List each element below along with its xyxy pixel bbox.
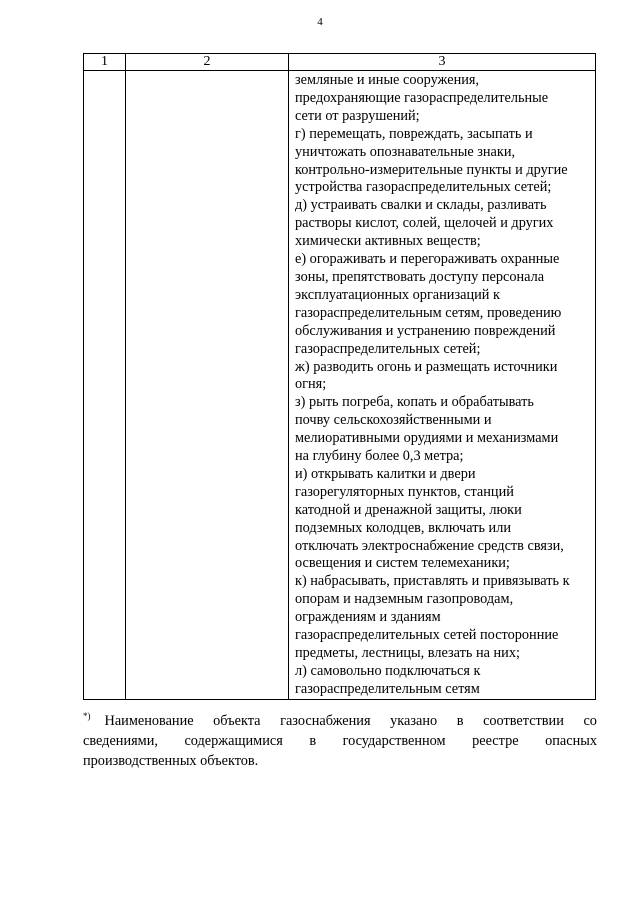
body-cell-col-3 [289, 71, 596, 700]
footnote-word: в [309, 733, 317, 749]
list-item-line: газорегуляторных пунктов, станций [295, 483, 514, 500]
footnote-line-2 [83, 731, 597, 751]
footnote-word: Наименование [104, 713, 194, 729]
list-item-line: г) перемещать, повреждать, засыпать и [295, 125, 533, 142]
body-cell-col-2 [126, 71, 289, 700]
footnote-line-3 [83, 751, 597, 771]
footnote-word: в [456, 713, 464, 729]
header-col-3: 3 [289, 54, 596, 71]
footnote-line-1 [83, 711, 597, 731]
list-item-line: предохраняющие газораспределительные [295, 89, 549, 106]
prohibited-actions-list [289, 71, 595, 699]
list-item-line: химически активных веществ; [295, 233, 481, 250]
list-item-line: земляные и иные сооружения, [295, 72, 480, 88]
list-item-line: газораспределительных сетей посторонние [295, 627, 559, 644]
list-item-line: д) устраивать свалки и склады, разливать [295, 197, 547, 214]
footnote-start [83, 711, 194, 731]
list-item-line: з) рыть погреба, копать и обрабатывать [295, 394, 534, 411]
header-col-2: 2 [126, 54, 289, 71]
footnote-word: сведениями, [83, 733, 158, 749]
footnote [83, 711, 597, 771]
list-item-line: эксплуатационных организаций к [295, 286, 500, 303]
footnote-word: государственном [342, 733, 446, 749]
list-item-line: сети от разрушений; [295, 107, 420, 124]
list-item-line: освещения и систем телемеханики; [295, 555, 510, 572]
list-item-line: к) набрасывать, приставлять и привязывать к [295, 573, 570, 590]
footnote-word: опасных [545, 733, 597, 749]
footnote-text-end: производственных объектов. [83, 753, 259, 769]
table-body-row [84, 71, 596, 700]
document-table [83, 53, 596, 700]
list-item-line: предметы, лестницы, влезать на них; [295, 645, 520, 661]
list-item-line: газораспределительным сетям [295, 680, 480, 697]
list-item-line: газораспределительных сетей; [295, 340, 481, 357]
body-cell-col-1 [84, 71, 126, 700]
footnote-word: реестре [472, 733, 519, 749]
list-item-line: отключать электроснабжение средств связи, [295, 537, 564, 554]
footnote-word: соответствии [483, 713, 564, 729]
list-item-line: и) открывать калитки и двери [295, 465, 476, 482]
footnote-word: указано [390, 713, 438, 729]
list-item-line: почву сельскохозяйственными и [295, 412, 492, 429]
list-item-line: л) самовольно подключаться к [295, 662, 481, 679]
list-item-line: обслуживания и устранению повреждений [295, 322, 556, 339]
footnote-word: объекта [213, 713, 261, 729]
list-item-line: ограждениям и зданиям [295, 609, 441, 626]
footnote-word: газоснабжения [280, 713, 371, 729]
list-item-line: опорам и надземным газопроводам, [295, 591, 514, 608]
list-item-line: растворы кислот, солей, щелочей и других [295, 215, 554, 232]
list-item-line: газораспределительным сетям, проведению [295, 304, 562, 321]
list-item-line: мелиоративными орудиями и механизмами [295, 430, 559, 447]
list-item-line: на глубину более 0,3 метра; [295, 448, 464, 465]
list-item-line: огня; [295, 376, 327, 393]
list-item-line: устройства газораспределительных сетей; [295, 179, 552, 196]
footnote-word: со [583, 713, 597, 729]
list-item-line: уничтожать опознавательные знаки, [295, 143, 516, 160]
list-item-line: подземных колодцев, включать или [295, 519, 511, 536]
list-item-line: зоны, препятствовать доступу персонала [295, 268, 545, 285]
footnote-word: содержащимися [184, 733, 283, 749]
list-item-line: е) огораживать и перегораживать охранные [295, 251, 560, 268]
footnote-marker: *) [83, 711, 91, 722]
page-number: 4 [317, 16, 323, 28]
list-item-line: катодной и дренажной защиты, люки [295, 501, 522, 518]
header-col-1: 1 [84, 54, 126, 71]
list-item-line: ж) разводить огонь и размещать источники [295, 358, 558, 375]
list-item-line: контрольно-измерительные пункты и другие [295, 161, 568, 178]
table-header-row [84, 54, 596, 71]
